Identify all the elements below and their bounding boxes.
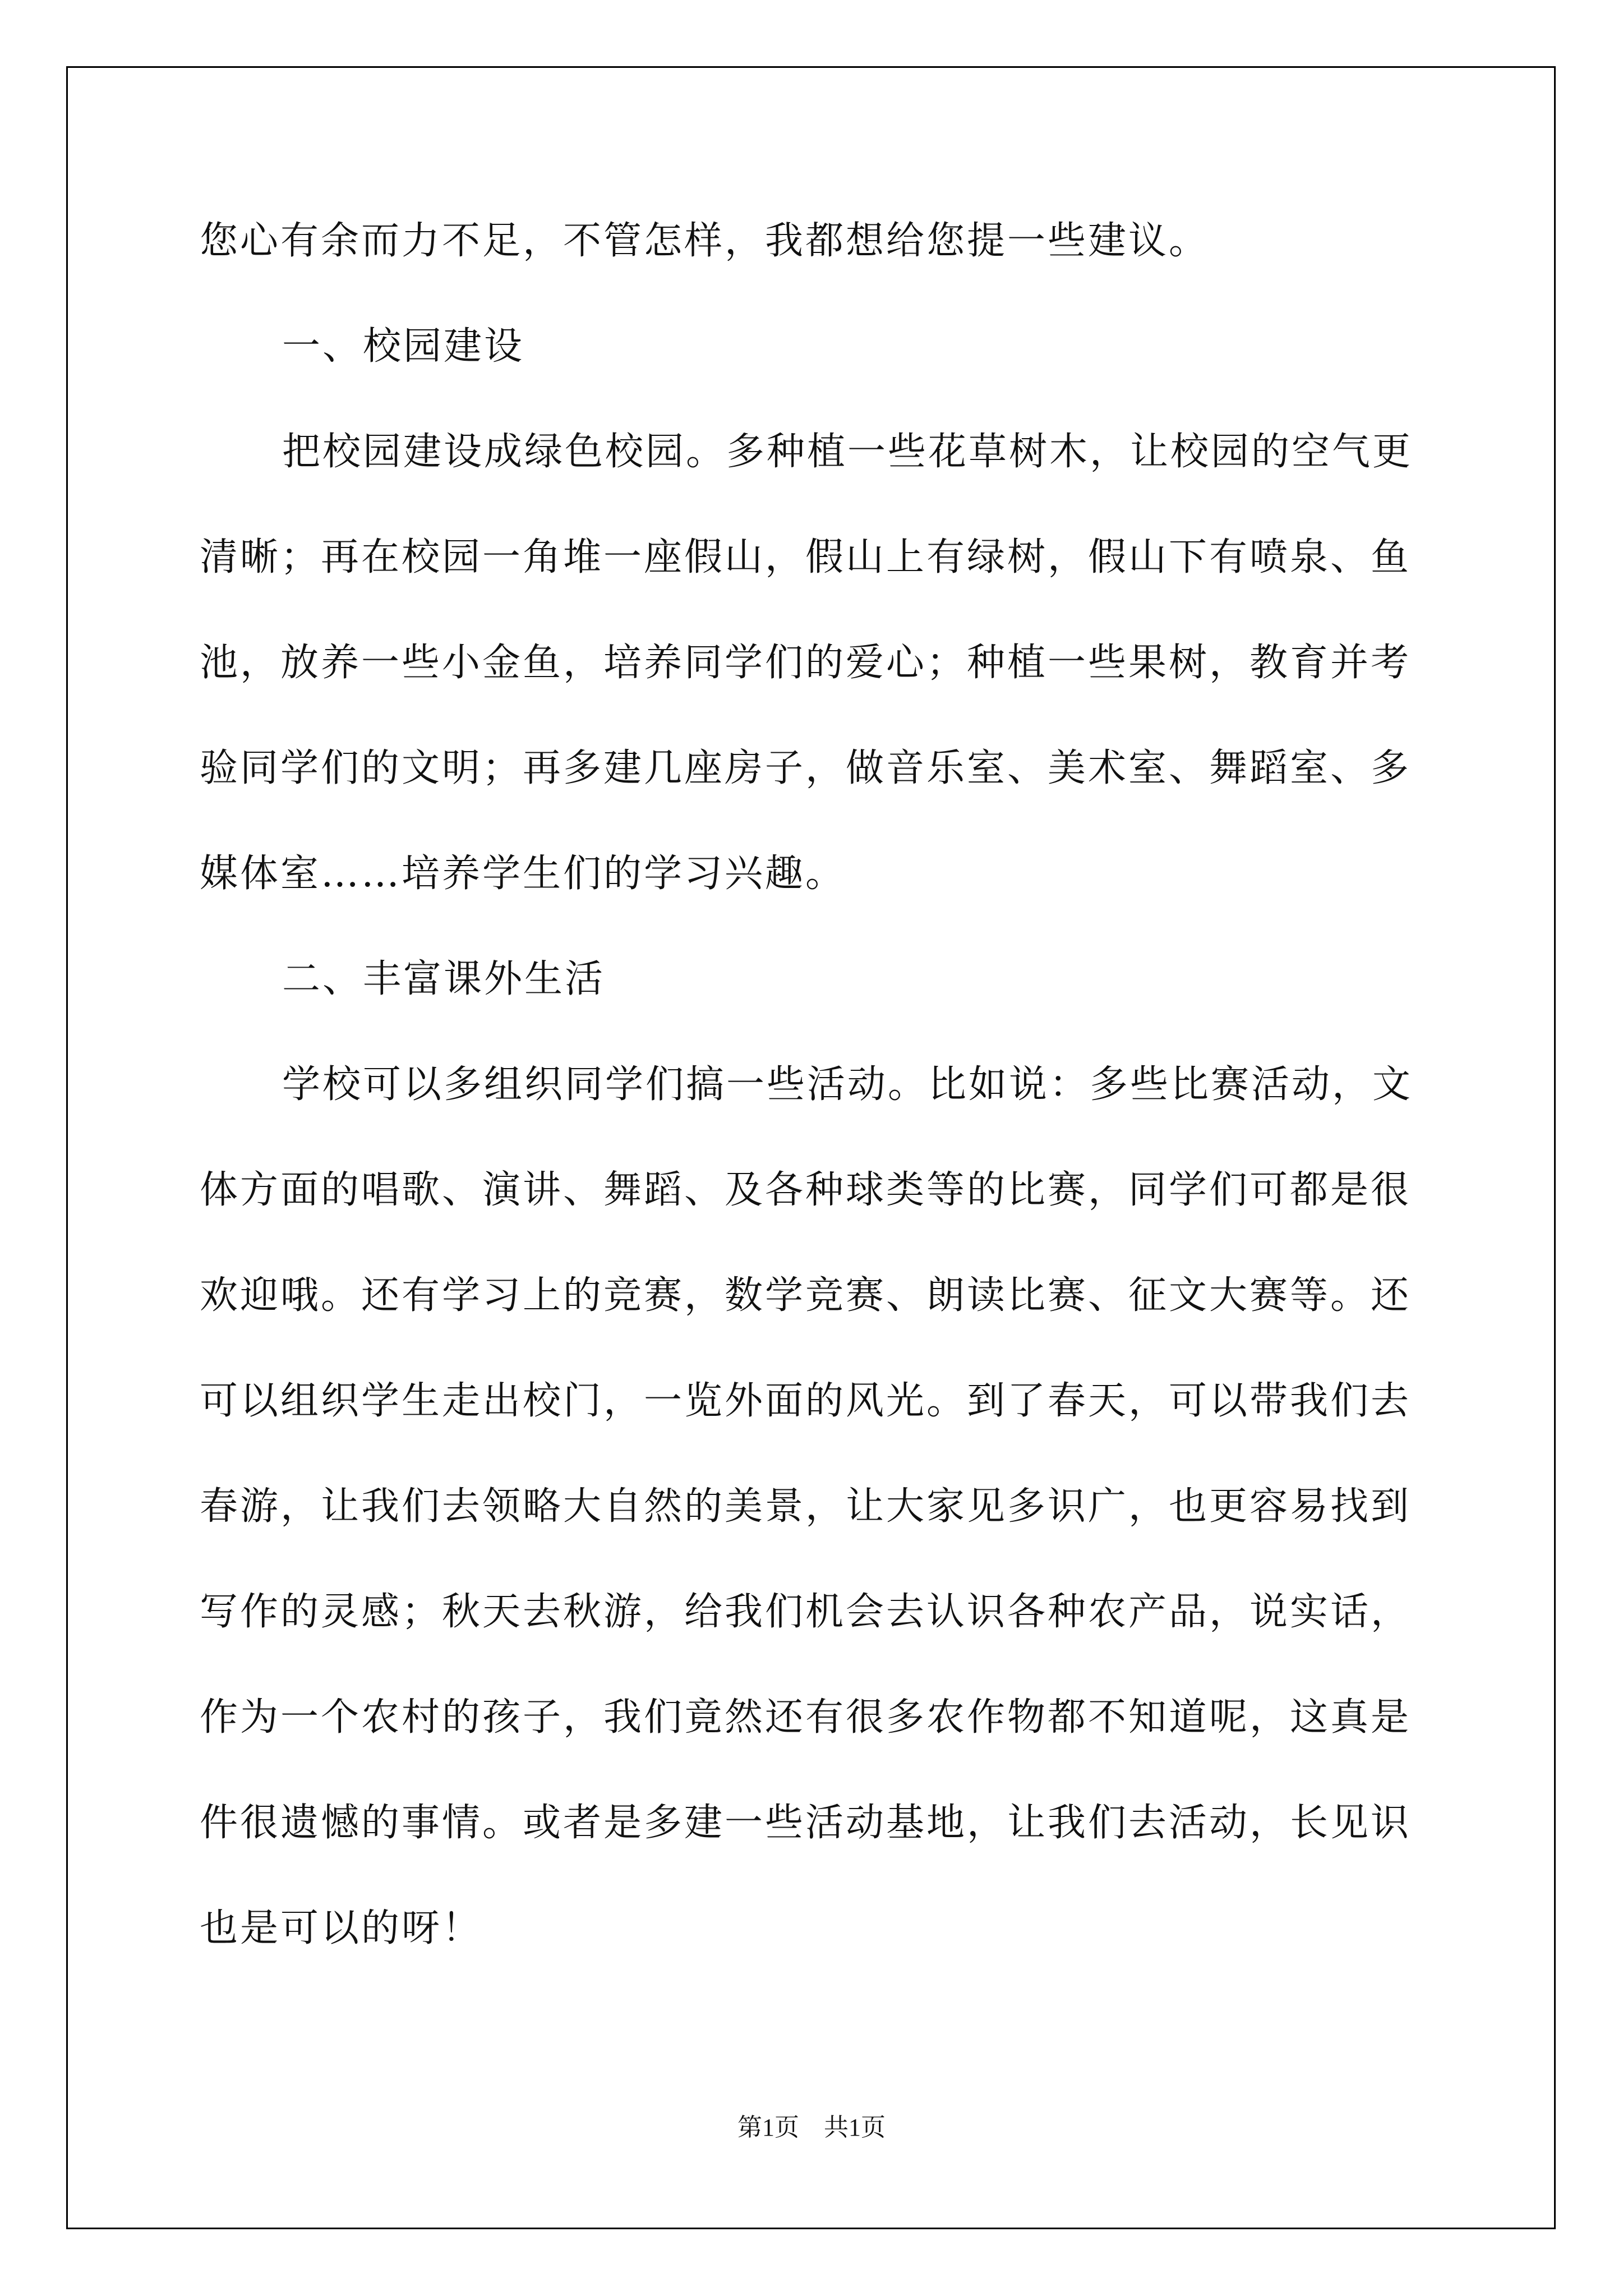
paragraph-2-line: 验同学们的文明；再多建几座房子，做音乐室、美术室、舞蹈室、多 (200, 746, 1412, 790)
section-heading-extracurricular: 二、丰富课外生活 (282, 957, 606, 1001)
paragraph-3-line: 欢迎哦。还有学习上的竞赛，数学竞赛、朗读比赛、征文大赛等。还 (200, 1273, 1412, 1318)
paragraph-3-line: 件很遗憾的事情。或者是多建一些活动基地，让我们去活动，长见识 (200, 1801, 1412, 1845)
paragraph-3-line: 也是可以的呀！ (200, 1906, 483, 1950)
paragraph-1-line: 您心有余而力不足，不管怎样，我都想给您提一些建议。 (200, 219, 1210, 263)
section-heading-campus-construction: 一、校园建设 (282, 324, 525, 369)
paragraph-3-line: 体方面的唱歌、演讲、舞蹈、及各种球类等的比赛，同学们可都是很 (200, 1168, 1412, 1212)
paragraph-3-line: 春游，让我们去领略大自然的美景，让大家见多识广，也更容易找到 (200, 1484, 1412, 1529)
paragraph-3-line: 学校可以多组织同学们搞一些活动。比如说：多些比赛活动，文 (282, 1062, 1413, 1107)
paragraph-2-line: 池，放养一些小金鱼，培养同学们的爱心；种植一些果树，教育并考 (200, 641, 1412, 685)
paragraph-2-line: 把校园建设成绿色校园。多种植一些花草树木，让校园的空气更 (282, 430, 1413, 474)
paragraph-2-line: 媒体室……培养学生们的学习兴趣。 (200, 852, 846, 896)
page-number-footer: 第1页 共1页 (737, 2114, 886, 2141)
paragraph-2-line: 清晰；再在校园一角堆一座假山，假山上有绿树，假山下有喷泉、鱼 (200, 535, 1412, 579)
document-body (200, 221, 1422, 1949)
paragraph-3-line: 可以组织学生走出校门，一览外面的风光。到了春天，可以带我们去 (200, 1379, 1412, 1423)
paragraph-3-line: 作为一个农村的孩子，我们竟然还有很多农作物都不知道呢，这真是 (200, 1695, 1412, 1740)
paragraph-3-line: 写作的灵感；秋天去秋游，给我们机会去认识各种农产品，说实话， (200, 1590, 1412, 1634)
